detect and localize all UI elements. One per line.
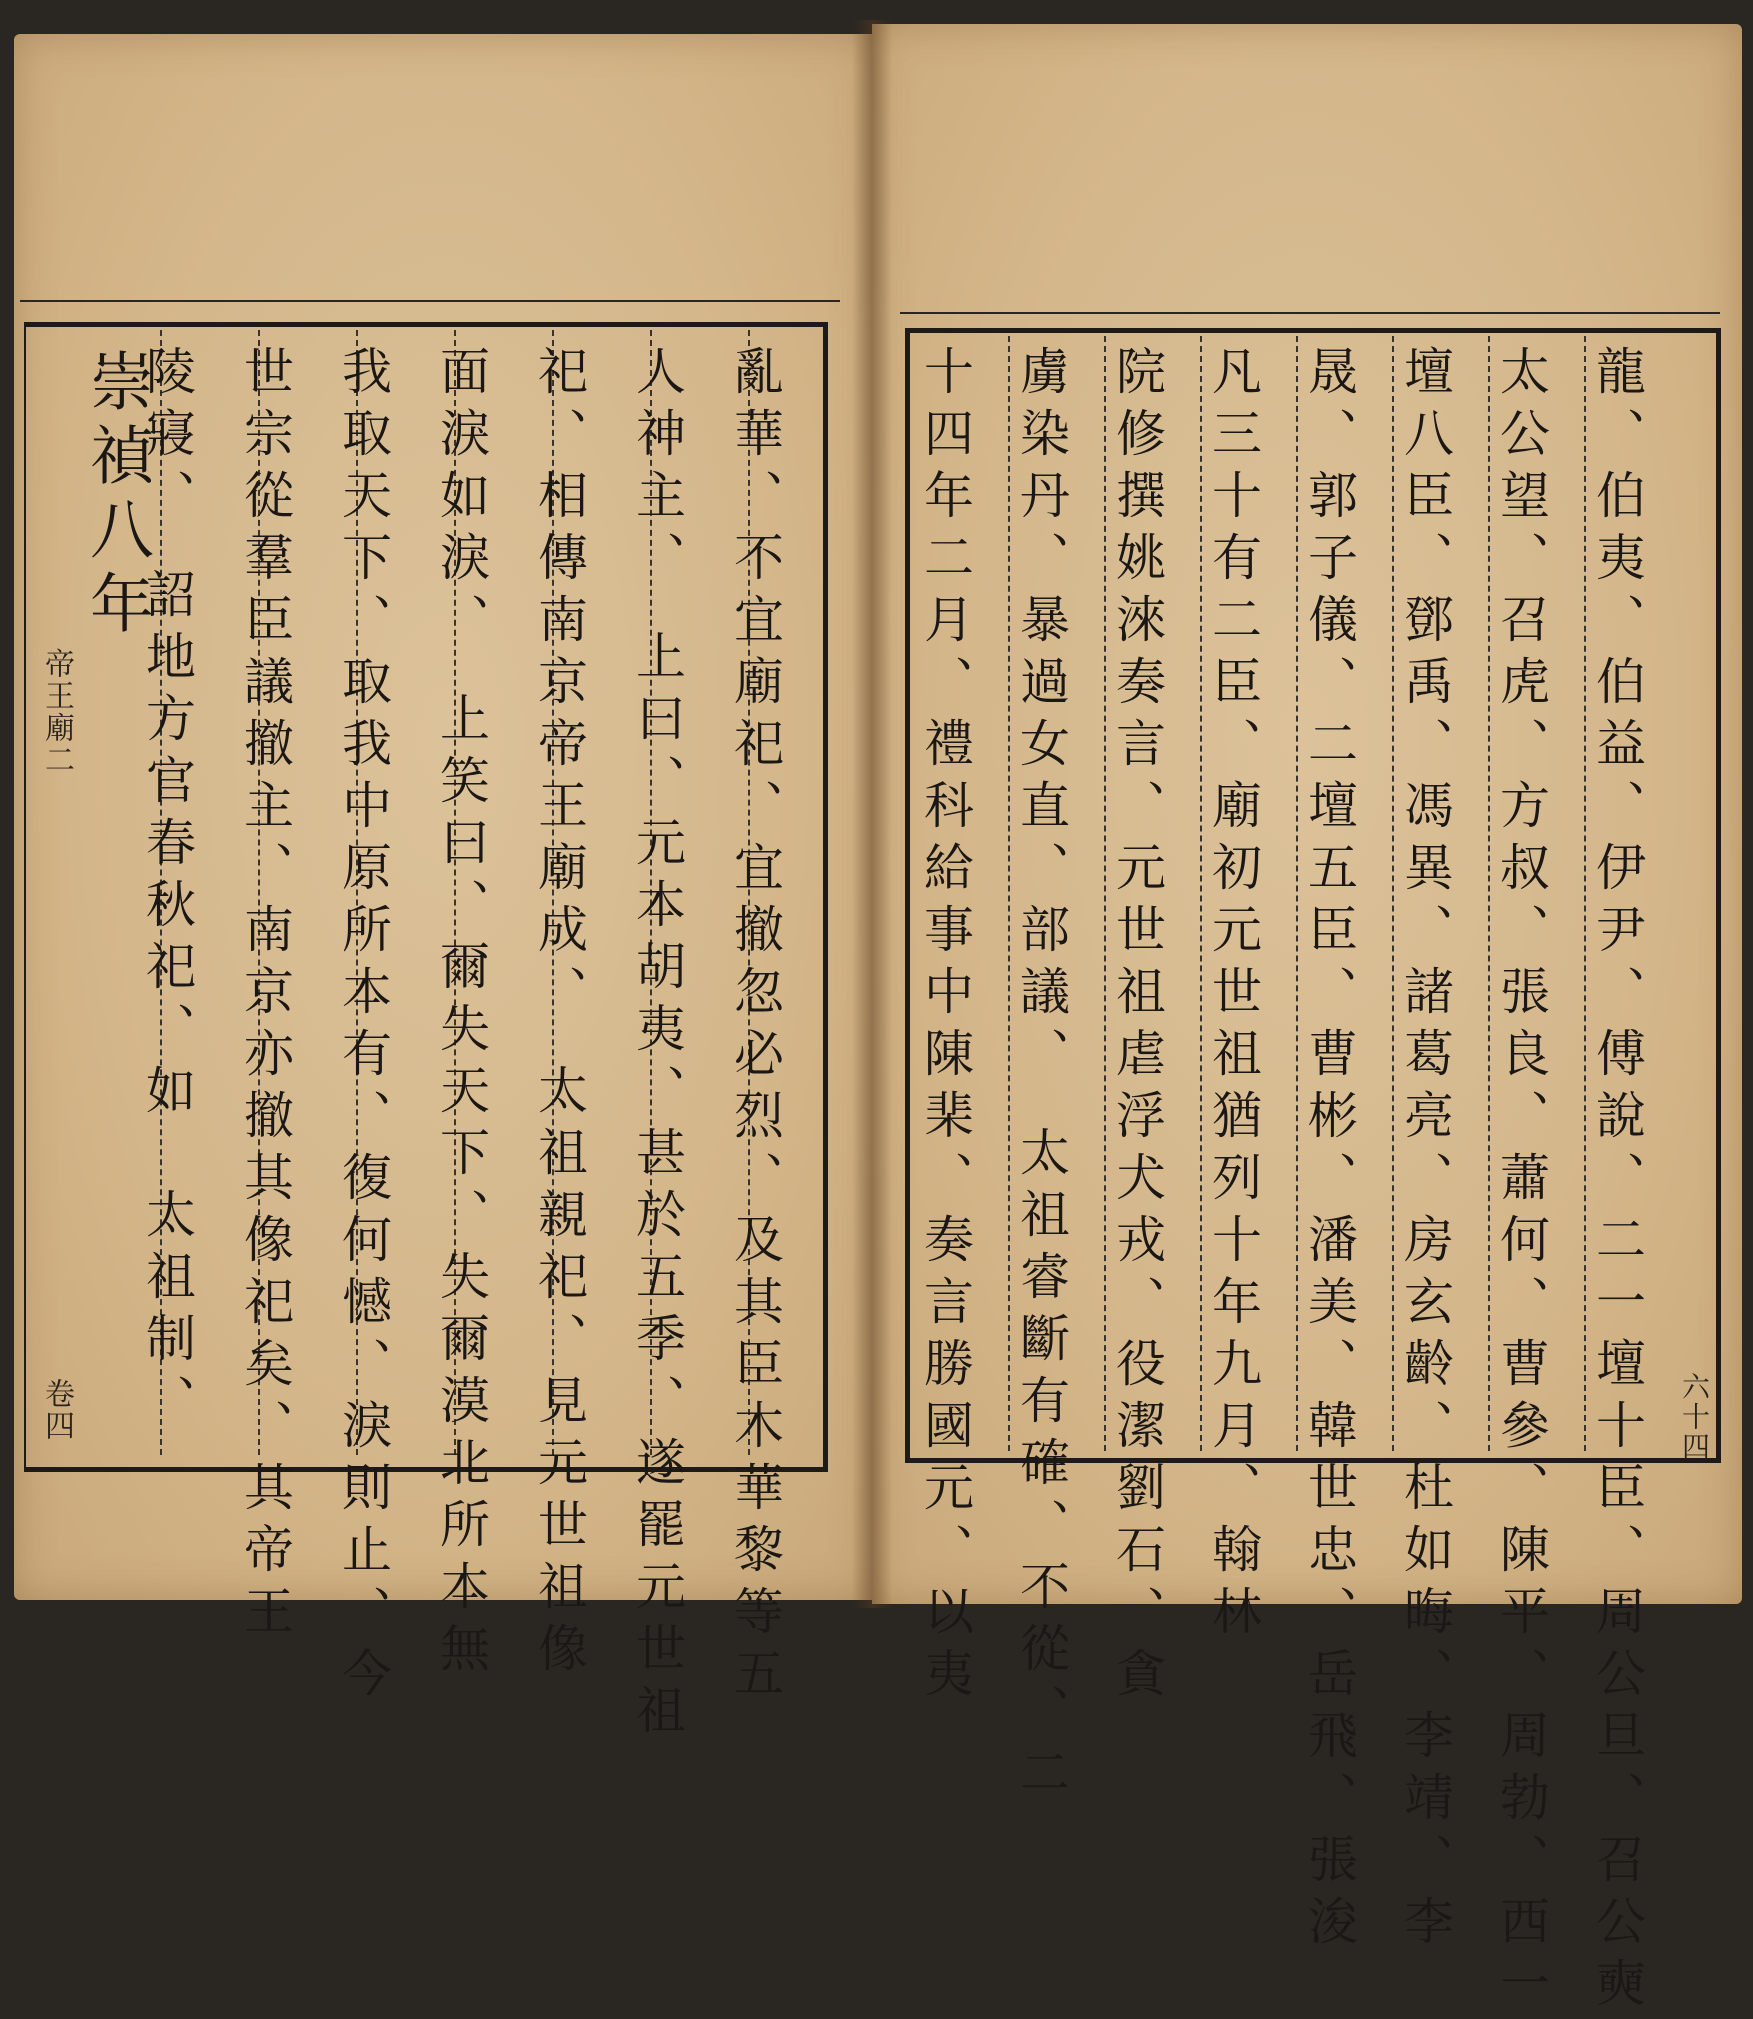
text-column: 十四年二月、禮科給事中陳棐、奏言勝國元、以夷 [916,345,974,1709]
text-column: 我取天下、取我中原所本有、復何憾、淚則止、今 [334,345,392,1709]
column-divider [1584,336,1586,1451]
column-divider [1008,336,1010,1451]
column-divider [1488,336,1490,1451]
text-column: 龍、伯夷、伯益、伊尹、傅說、二一壇十臣、周公旦、召公奭 [1588,345,1646,2019]
text-column: 晟、郭子儀、二壇五臣、曹彬、潘美、韓世忠、岳飛、張浚 [1300,345,1358,1957]
text-column: 太公望、召虎、方叔、張良、蕭何、曹參、陳平、周勃、西一 [1492,345,1550,2019]
section-label: 帝王廟二 [39,648,74,776]
column-divider [1296,336,1298,1451]
column-divider [1104,336,1106,1451]
text-column: 世宗從羣臣議撤主、南京亦撤其像祀矣、其帝王 [236,345,294,1647]
text-column: 陵寢、 詔地方官春秋祀、如 太祖制、 [138,345,196,1436]
column-divider [1392,336,1394,1451]
text-column: 壇八臣、鄧禹、馮異、諸葛亮、房玄齡、杜如晦、李靖、李 [1396,345,1454,1957]
text-column: 祀、相傳南京帝王廟成、 太祖親祀、見元世祖像 [530,345,588,1684]
volume-label: 卷四 [39,1378,74,1442]
text-column: 面淚如淚、 上笑曰、爾失天下、失爾漠北所本無 [432,345,490,1684]
right-top-rule [900,312,1720,314]
column-divider [1200,336,1202,1451]
left-top-rule [20,300,840,302]
text-column: 凡三十有二臣、廟初元世祖猶列十年九月、翰林 [1204,345,1262,1647]
text-column: 亂華、不宜廟祀、宜撤忽必烈、及其臣木華黎等五 [726,345,784,1709]
book-gutter [852,20,892,1608]
text-column: 院修撰姚淶奏言、元世祖虐浮犬戎、役潔劉石、貪 [1108,345,1166,1709]
handwritten-heading: 崇禎八年 [79,348,153,644]
text-column: 人神主、 上曰、元本胡夷、甚於五季、遂罷元世祖 [628,345,686,1746]
page-number: 六十四 [1678,1372,1711,1462]
text-column: 虜染丹、暴過女直、部議、 太祖睿斷有確、不從、二 [1012,345,1070,1808]
